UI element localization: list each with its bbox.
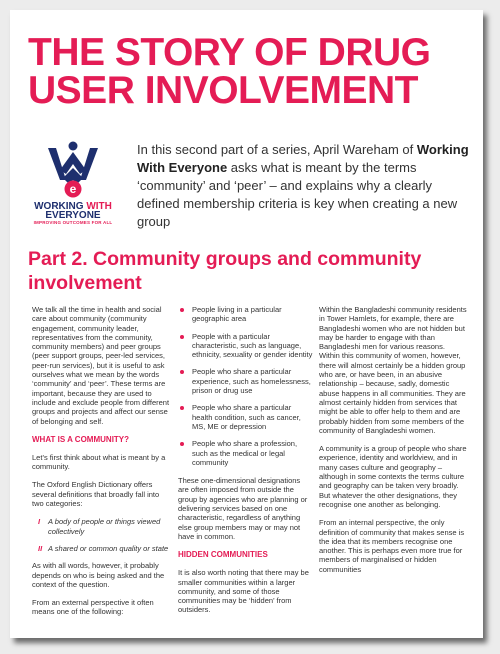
list-item: People who share a particular health condition, such as cancer, MS, ME or depression [178,403,313,431]
logo-tagline: IMPROVING OUTCOMES FOR ALL [33,220,113,225]
definition-number: II [38,543,43,553]
logo-wordmark-line1: WORKING WITH [34,201,112,212]
definition-text: A shared or common quality or state [48,543,169,553]
definition-item [38,517,172,536]
paragraph: From an internal perspective, the only definition of community that makes sense is the idea that its members recognise one another. This is perhaps even more true for members of marginalised or hidden communities [319,518,465,574]
community-types-list [178,305,313,467]
working-with-everyone-logo [30,140,116,226]
standfirst: In this second part of a series, April Wareham of Working With Everyone asks what is meant by the terms ‘community’ and ‘peer’ – and explains why a clearly defined membership criteria is key when creating a new group [137,142,469,229]
paragraph: Within the Bangladeshi community residents in Tower Hamlets, for example, there are Bangladeshi women who are not hidden but may be harder to engage with than Bangladeshi men for various reasons. Within this community of women, however, there will almost certainly be a hidden group who are, or have been, in an abusive relationship – because, sadly, domestic abuse happens in all communities. They are almost certainly hidden from services that might be able to offer help to them and are probably hidden from some members of the community of Bangladeshi women. [319,305,467,435]
list-item: People living in a particular geographic area [178,305,313,324]
section-heading-community: WHAT IS A COMMUNITY? [32,434,130,444]
magazine-page [10,10,483,638]
column-3 [319,305,467,583]
paragraph: These one-dimensional designations are often imposed from outside the group by agencies who are planning or delivering services based on one characteristic, regardless of anything else group members may or may not have in common. [178,476,308,541]
definition-text: A body of people or things viewed collectively [48,517,161,536]
paragraph: It is also worth noting that there may be smaller communities within a larger community, and some of those communities may be ‘hidden’ from outsiders. [178,568,309,615]
column-2 [178,305,313,624]
organisation-name: Working With Everyone [137,142,469,175]
definition-item [38,544,172,553]
paragraph: The Oxford English Dictionary offers several definitions that broadly fall into two categories: [32,480,160,509]
logo-wordmark-line2: EVERYONE [45,210,101,221]
logo-w-figure-icon [30,140,116,202]
definition-number: I [38,517,41,527]
list-item: People with a particular characteristic, such as language, ethnicity, sexuality or gender identity [178,332,313,360]
paragraph: A community is a group of people who share experience, identity and worldview, and in many cases culture and geography – although in some contexts the terms culture and geography can be taken very broadly. But whatever the other designations, they recognise one another as belonging. [319,444,467,509]
list-item: People who share a profession, such as the medical or legal community [178,439,313,467]
list-item: People who share a particular experience, such as homelessness, prison or drug use [178,367,313,395]
paragraph: From an external perspective it often means one of the following: [32,598,154,617]
svg-text:e: e [69,182,77,196]
column-1 [32,305,172,626]
headline: THE STORY OF DRUG USER INVOLVEMENT [28,31,431,112]
section-heading-hidden: HIDDEN COMMUNITIES [178,550,268,560]
intro-paragraph: We talk all the time in health and social care about community (community engagement, community leader, representatives from the community, community members) and peer groups (peer support groups, peer-led services, peer-run services), but it is useful to ask ourselves what we mean by the words ‘community’ and ‘peer’. These terms are important, because they are used to include and exclude people from different groups and projects and affect our sense of belonging and self. [32,305,170,426]
paragraph: As with all words, however, it probably depends on who is being asked and the context of the question. [32,561,165,589]
part-title: Part 2. Community groups and community involvement [28,248,422,294]
paragraph: Let’s first think about what is meant by a community. [32,452,166,472]
